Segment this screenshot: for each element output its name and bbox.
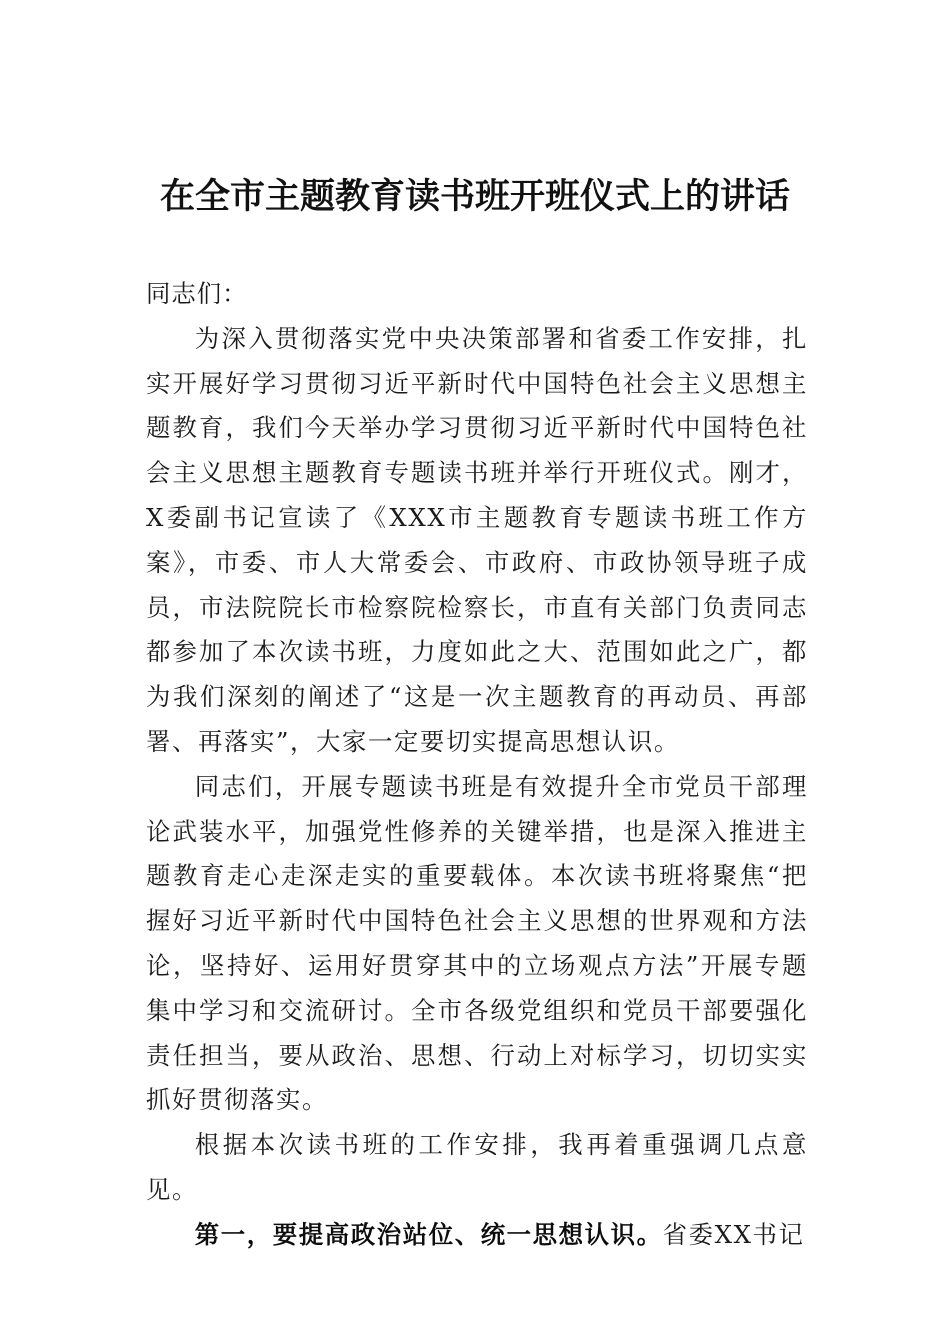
document-title: 在全市主题教育读书班开班仪式上的讲话 — [159, 176, 790, 217]
document-body — [146, 272, 808, 1258]
salutation: 同志们： — [146, 279, 248, 308]
paragraph-4-text: 省委XX书记 — [662, 1219, 805, 1249]
paragraph-4-bold-lead: 第一，要提高政治站位、统一思想认识。 — [194, 1219, 663, 1249]
paragraph-3: 根据本次读书班的工作安排，我再着重强调几点意见。 — [146, 1130, 808, 1204]
paragraph-4 — [146, 1213, 808, 1258]
paragraph-2: 同志们，开展专题读书班是有效提升全市党员干部理论武装水平，加强党性修养的关键举措，也是深入推进主题教育走心走深走实的重要载体。本次读书班将聚焦“把握好习近平新时代中国特色社会主义思想的世界观和方法论，坚持好、运用好贯穿其中的立场观点方法”开展专题集中学习和交流研讨。全市各级党组织和党员干部要强化责任担当，要从政治、思想、行动上对标学习，切切实实抓好贯彻落实。 — [146, 771, 808, 1115]
paragraph-1: 为深入贯彻落实党中央决策部署和省委工作安排，扎实开展好学习贯彻习近平新时代中国特色社会主义思想主题教育，我们今天举办学习贯彻习近平新时代中国特色社会主义思想主题教育专题读书班并举行开班仪式。刚才，X委副书记宣读了《XXX市主题教育专题读书班工作方案》，市委、市人大常委会、市政府、市政协领导班子成员，市法院院长市检察院检察长，市直有关部门负责同志都参加了本次读书班，力度如此之大、范围如此之广，都为我们深刻的阐述了“这是一次主题教育的再动员、再部署、再落实”，大家一定要切实提高思想认识。 — [146, 323, 808, 756]
